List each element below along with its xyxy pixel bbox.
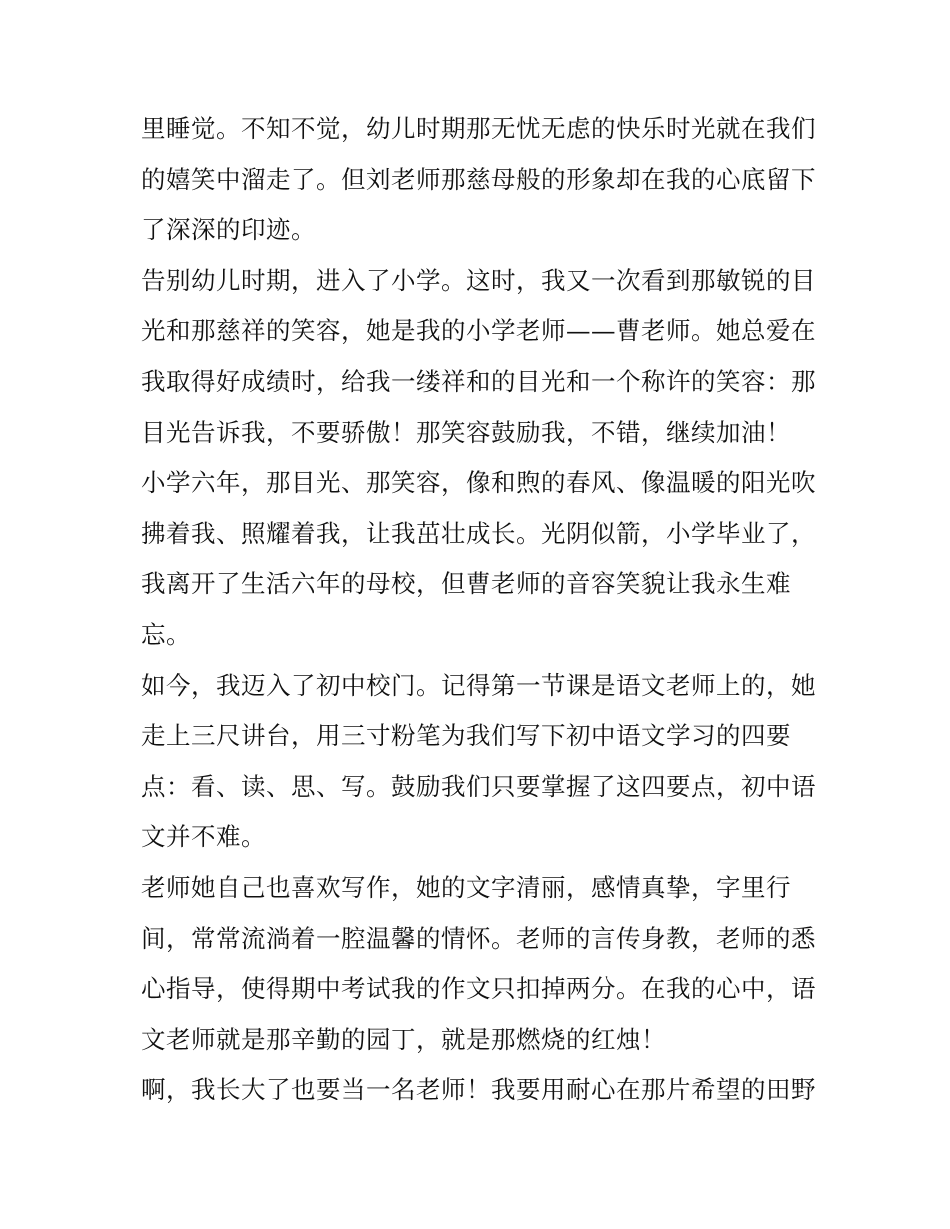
text-line: 小学六年，那目光、那笑容，像和煦的春风、像温暖的阳光吹: [141, 468, 816, 498]
text-line: 间，常常流淌着一腔温馨的情怀。老师的言传身教，老师的悉: [141, 923, 816, 953]
text-line: 了深深的印迹。: [141, 215, 316, 245]
text-line: 点：看、读、思、写。鼓励我们只要掌握了这四要点，初中语: [141, 771, 816, 801]
text-line: 如今，我迈入了初中校门。记得第一节课是语文老师上的，她: [141, 670, 816, 700]
text-line: 告别幼儿时期，进入了小学。这时，我又一次看到那敏锐的目: [141, 265, 816, 295]
text-line: 心指导，使得期中考试我的作文只扣掉两分。在我的心中，语: [141, 974, 816, 1004]
text-line: 目光告诉我，不要骄傲！那笑容鼓励我，不错，继续加油！: [141, 417, 791, 447]
essay-body: [141, 104, 816, 1116]
text-line: 啊，我长大了也要当一名老师！我要用耐心在那片希望的田野: [141, 1075, 816, 1105]
text-line: 里睡觉。不知不觉，幼儿时期那无忧无虑的快乐时光就在我们: [141, 114, 816, 143]
text-line: 忘。: [141, 619, 191, 649]
text-line: 的嬉笑中溜走了。但刘老师那慈母般的形象却在我的心底留下: [141, 164, 816, 194]
text-line: 我离开了生活六年的母校，但曹老师的音容笑貌让我永生难: [141, 569, 791, 599]
text-line: 拂着我、照耀着我，让我茁壮成长。光阴似箭，小学毕业了，: [141, 518, 816, 548]
text-line: 我取得好成绩时，给我一缕祥和的目光和一个称许的笑容：那: [141, 366, 816, 396]
text-line: 走上三尺讲台，用三寸粉笔为我们写下初中语文学习的四要: [141, 721, 791, 751]
text-line: 文老师就是那辛勤的园丁，就是那燃烧的红烛！: [141, 1024, 666, 1054]
text-line: 老师她自己也喜欢写作，她的文字清丽，感情真挚，字里行: [141, 872, 791, 902]
text-line: 文并不难。: [141, 822, 266, 852]
text-line: 光和那慈祥的笑容，她是我的小学老师——曹老师。她总爱在: [141, 316, 816, 346]
